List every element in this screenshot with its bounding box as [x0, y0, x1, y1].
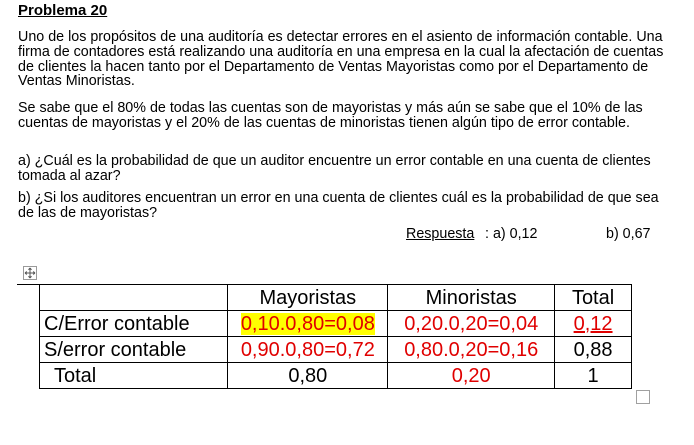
underlined-value: 0,12 [573, 312, 613, 335]
problem-paragraph-data: Se sabe que el 80% de todas las cuentas son de mayoristas y más aún se sabe que el 10% de las cuentas de mayoristas y el 20% de las cuentas de minoristas tienen algún tipo de error contable. [18, 100, 643, 131]
cell-error-mayoristas [228, 311, 388, 337]
header-empty [40, 285, 228, 311]
row-label-sin-error: S/error contable [40, 337, 228, 363]
question-a: a) ¿Cuál es la probabilidad de que un auditor encuentre un error contable en una cuenta de clientes tomada al azar? [18, 153, 651, 184]
header-minoristas: Minoristas [388, 285, 555, 311]
problem-paragraph-intro: Uno de los propósitos de una auditoría es detectar errores en el asiento de información contable. Una firma de contadores está realizando una auditoría en una empresa en la cual la afectación de cuentas de clientes la hacen tanto por el Departamento de Ventas Mayoristas como por el Departamento de Ventas Minoristas. [18, 29, 664, 90]
cell-grand-total: 1 [555, 363, 632, 389]
question-b: b) ¿Si los auditores encuentran un error en una cuenta de clientes cuál es la probabilidad de que sea de las de mayoristas? [18, 190, 659, 221]
table-header-row [40, 285, 632, 311]
cell-error-total [555, 311, 632, 337]
probability-table [39, 284, 632, 389]
table-move-handle-icon[interactable] [23, 266, 37, 280]
header-total: Total [555, 285, 632, 311]
cell-total-mayoristas: 0,80 [228, 363, 388, 389]
table-row [40, 311, 632, 337]
answer-b: b) 0,67 [606, 226, 651, 242]
table-resize-handle-icon[interactable] [636, 390, 650, 404]
answer-label: Respuesta [406, 226, 475, 242]
table-row [40, 337, 632, 363]
cell-error-minoristas: 0,20.0,20=0,04 [388, 311, 555, 337]
row-label-total: Total [40, 363, 228, 389]
row-label-con-error: C/Error contable [40, 311, 228, 337]
table-left-edge-line [17, 284, 39, 285]
cell-sin-error-total: 0,88 [555, 337, 632, 363]
table-row [40, 363, 632, 389]
cell-total-minoristas: 0,20 [388, 363, 555, 389]
highlighted-value: 0,10.0,80=0,08 [240, 312, 375, 335]
cell-sin-error-minoristas: 0,80.0,20=0,16 [388, 337, 555, 363]
header-mayoristas: Mayoristas [228, 285, 388, 311]
problem-title: Problema 20 [18, 2, 108, 19]
cell-sin-error-mayoristas: 0,90.0,80=0,72 [228, 337, 388, 363]
answer-a: : a) 0,12 [485, 226, 538, 242]
